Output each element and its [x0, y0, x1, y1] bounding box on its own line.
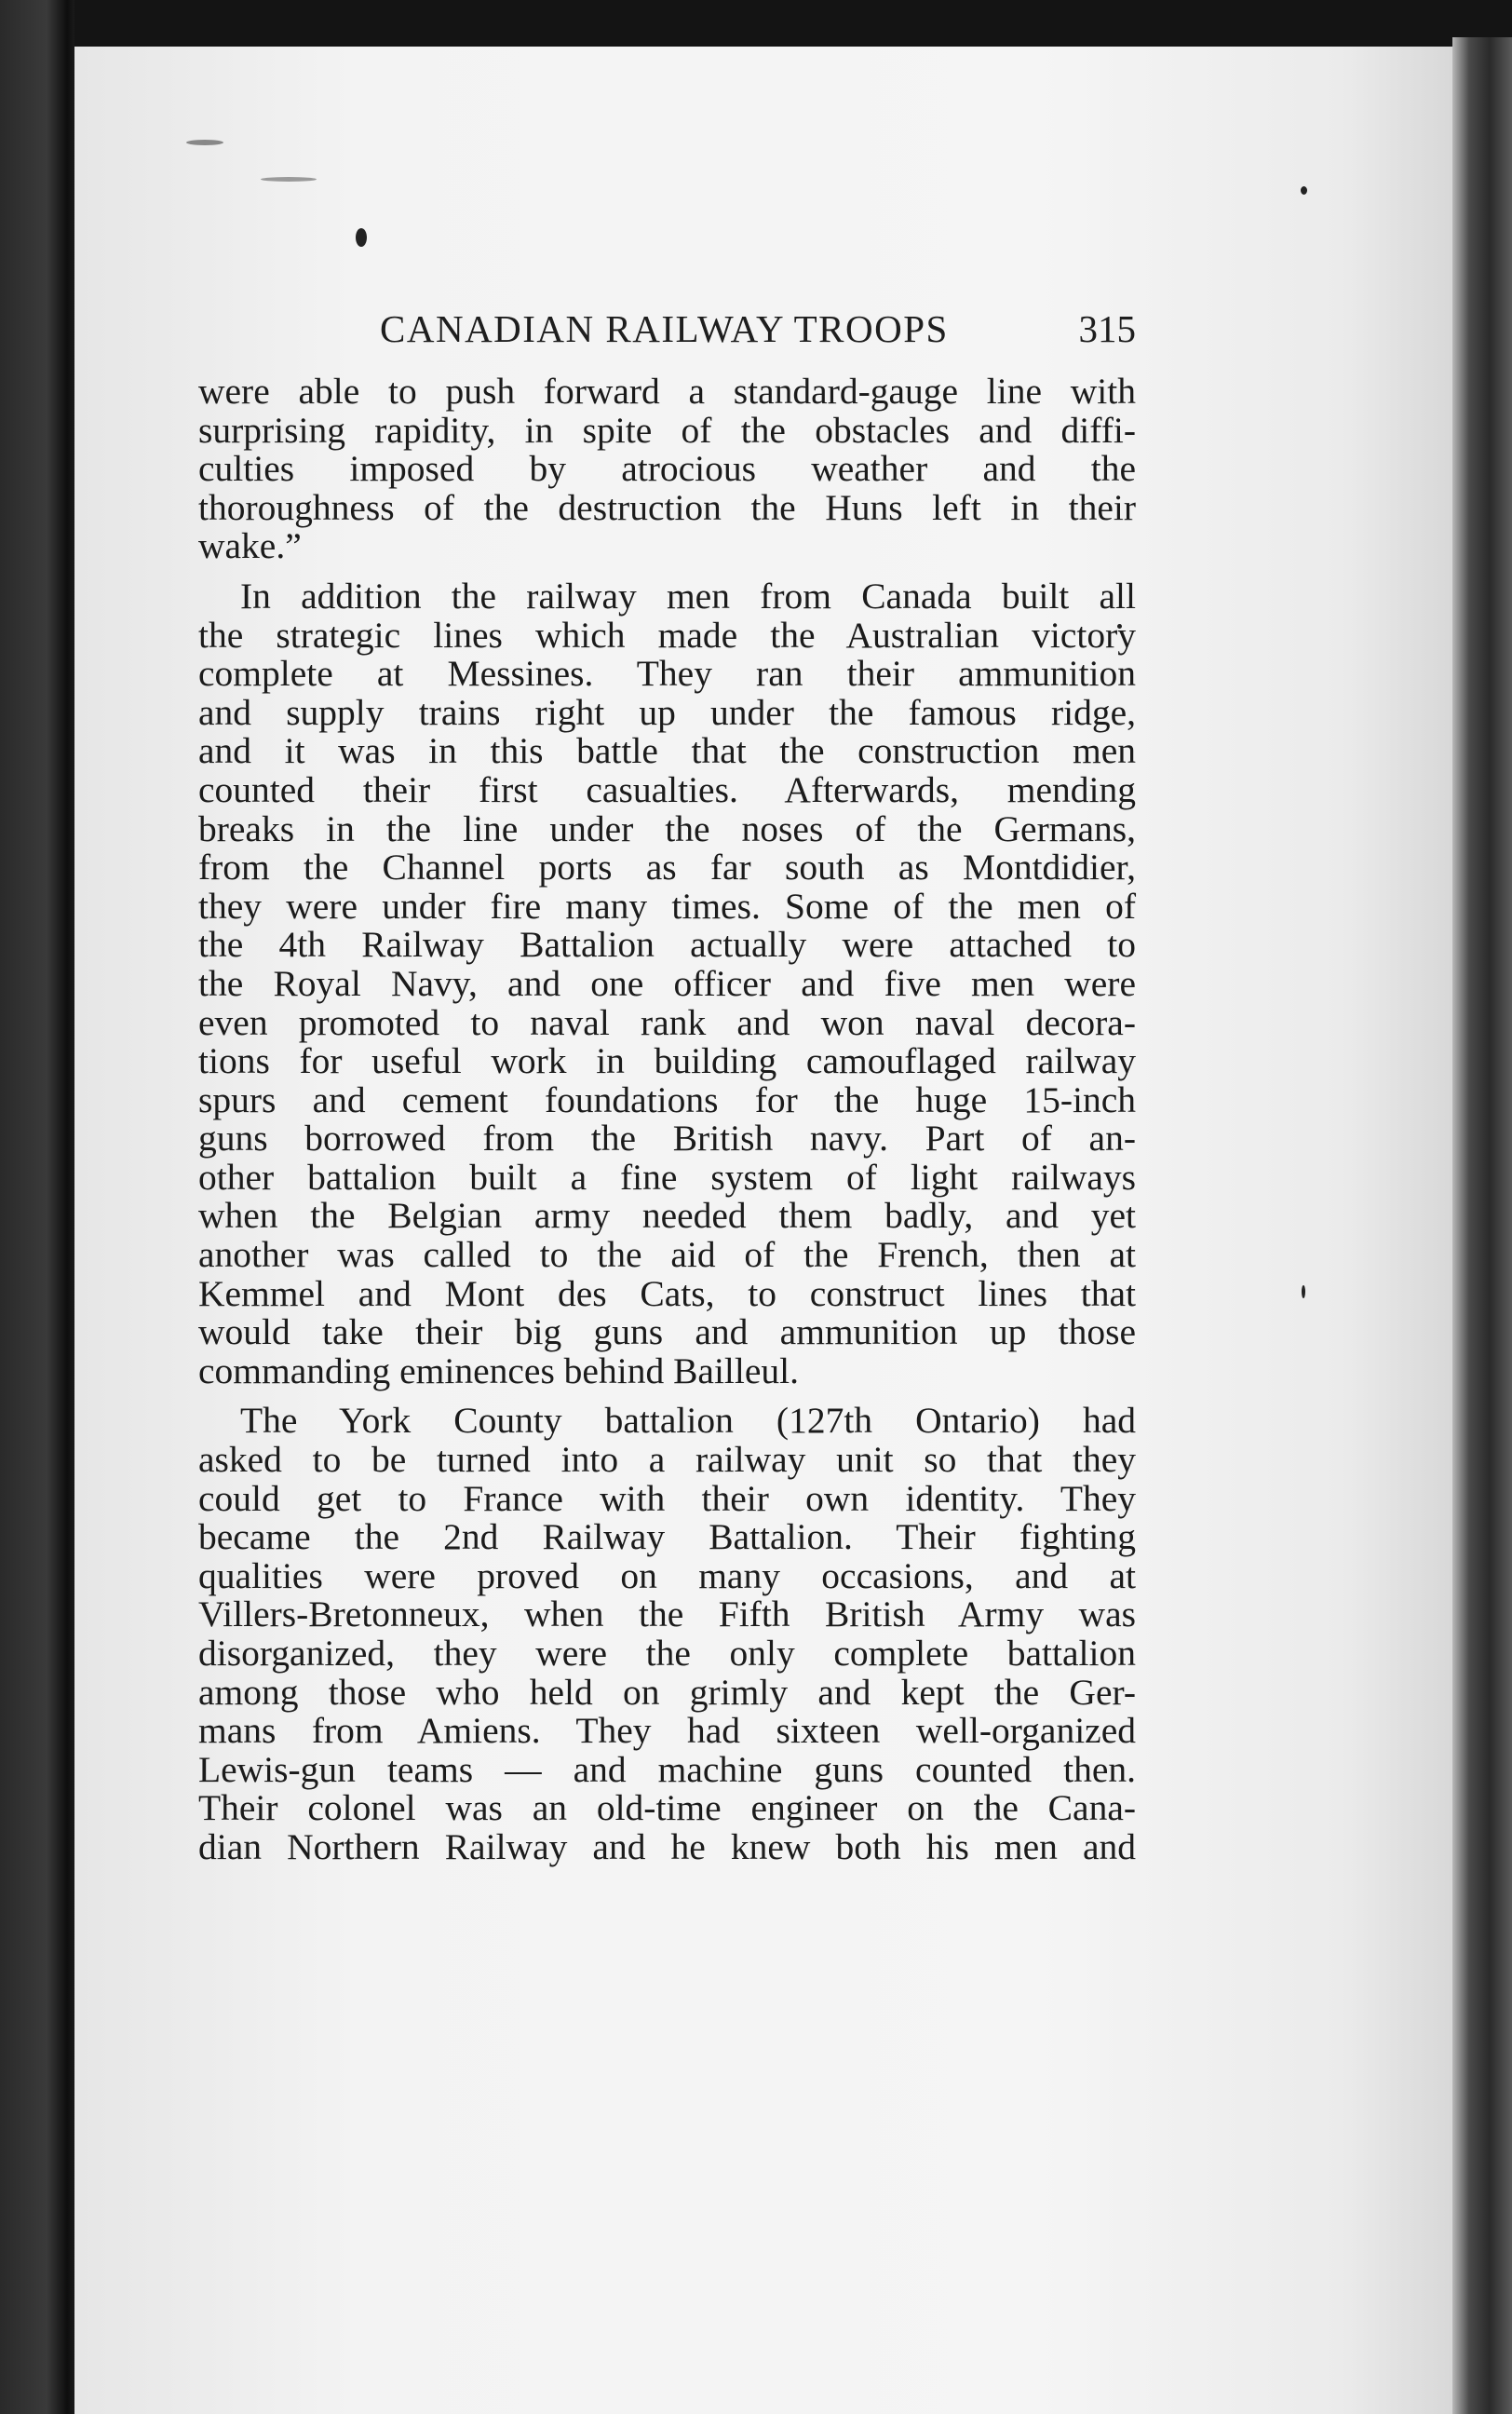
text-line: when the Belgian army needed them badly, and yet — [198, 1195, 1136, 1237]
text-line: mans from Amiens. They had sixteen well-organized — [198, 1710, 1136, 1752]
text-line: In addition the railway men from Canada built all — [240, 575, 1136, 617]
text-line: spurs and cement foundations for the huge 15-inch — [198, 1078, 1136, 1120]
text-line: dian Northern Railway and he knew both his men and — [198, 1825, 1136, 1867]
text-line: tions for useful work in building camouflaged railway — [198, 1040, 1136, 1082]
paragraph — [198, 1402, 1136, 1866]
text-line: breaks in the line under the noses of the Germans, — [198, 807, 1136, 849]
running-head-title: CANADIAN RAILWAY TROOPS — [380, 307, 949, 350]
text-line: culties imposed by atrocious weather and the — [198, 448, 1136, 490]
text-line: other battalion built a fine system of light railways — [198, 1156, 1136, 1198]
text-line: disorganized, they were the only complete battalion — [198, 1633, 1136, 1674]
book-spine-left-edge — [0, 0, 74, 2414]
text-line: could get to France with their own identity. They — [198, 1477, 1136, 1519]
text-line: complete at Messines. They ran their ammunition — [198, 653, 1136, 695]
text-line: wake.” — [198, 525, 302, 567]
book-page-edges-right — [1452, 37, 1512, 2414]
text-line: Lewis-gun teams — and machine guns counted then. — [198, 1748, 1136, 1790]
text-line: among those who held on grimly and kept the Ger- — [198, 1671, 1136, 1713]
text-line: would take their big guns and ammunition up those — [198, 1311, 1136, 1353]
ink-speck — [261, 177, 317, 182]
text-line: even promoted to naval rank and won naval decora- — [198, 1001, 1136, 1043]
text-line: Villers-Bretonneux, when the Fifth British Army was — [198, 1594, 1136, 1635]
text-line: and supply trains right up under the famous ridge, — [198, 691, 1136, 733]
text-line: became the 2nd Railway Battalion. Their fighting — [198, 1516, 1136, 1558]
ink-speck — [1301, 186, 1307, 195]
text-line: another was called to the aid of the French, then at — [198, 1234, 1136, 1276]
text-line: qualities were proved on many occasions, and at — [198, 1554, 1136, 1596]
text-line: the 4th Railway Battalion actually were attached to — [198, 924, 1136, 966]
text-line: guns borrowed from the British navy. Part of an- — [198, 1118, 1136, 1160]
page-number: 315 — [1078, 307, 1136, 350]
text-line: The York County battalion (127th Ontario) had — [240, 1400, 1136, 1442]
text-line: and it was in this battle that the construction men — [198, 730, 1136, 772]
text-line: asked to be turned into a railway unit so that they — [198, 1439, 1136, 1481]
paragraph — [198, 577, 1136, 1390]
text-line: the Royal Navy, and one officer and five men were — [198, 962, 1136, 1004]
paragraph — [198, 373, 1136, 566]
text-line: commanding eminences behind Bailleul. — [198, 1349, 799, 1391]
text-line: thoroughness of the destruction the Huns left in their — [198, 486, 1136, 528]
body-text — [198, 373, 1136, 1867]
text-line: were able to push forward a standard-gauge line with — [198, 371, 1136, 412]
ink-speck — [356, 228, 367, 247]
ink-speck — [186, 140, 223, 145]
text-line: the strategic lines which made the Australian victory — [198, 614, 1136, 656]
text-line: Their colonel was an old-time engineer on the Cana- — [198, 1787, 1136, 1829]
text-line: they were under fire many times. Some of the men of — [198, 885, 1136, 927]
text-line: surprising rapidity, in spite of the obstacles and diffi- — [198, 409, 1136, 451]
ink-speck — [1302, 1285, 1305, 1298]
text-line: Kemmel and Mont des Cats, to construct lines that — [198, 1272, 1136, 1314]
text-line: from the Channel ports as far south as Montdidier, — [198, 847, 1136, 888]
text-line: counted their first casualties. Afterwards, mending — [198, 768, 1136, 810]
running-head — [380, 296, 1136, 361]
